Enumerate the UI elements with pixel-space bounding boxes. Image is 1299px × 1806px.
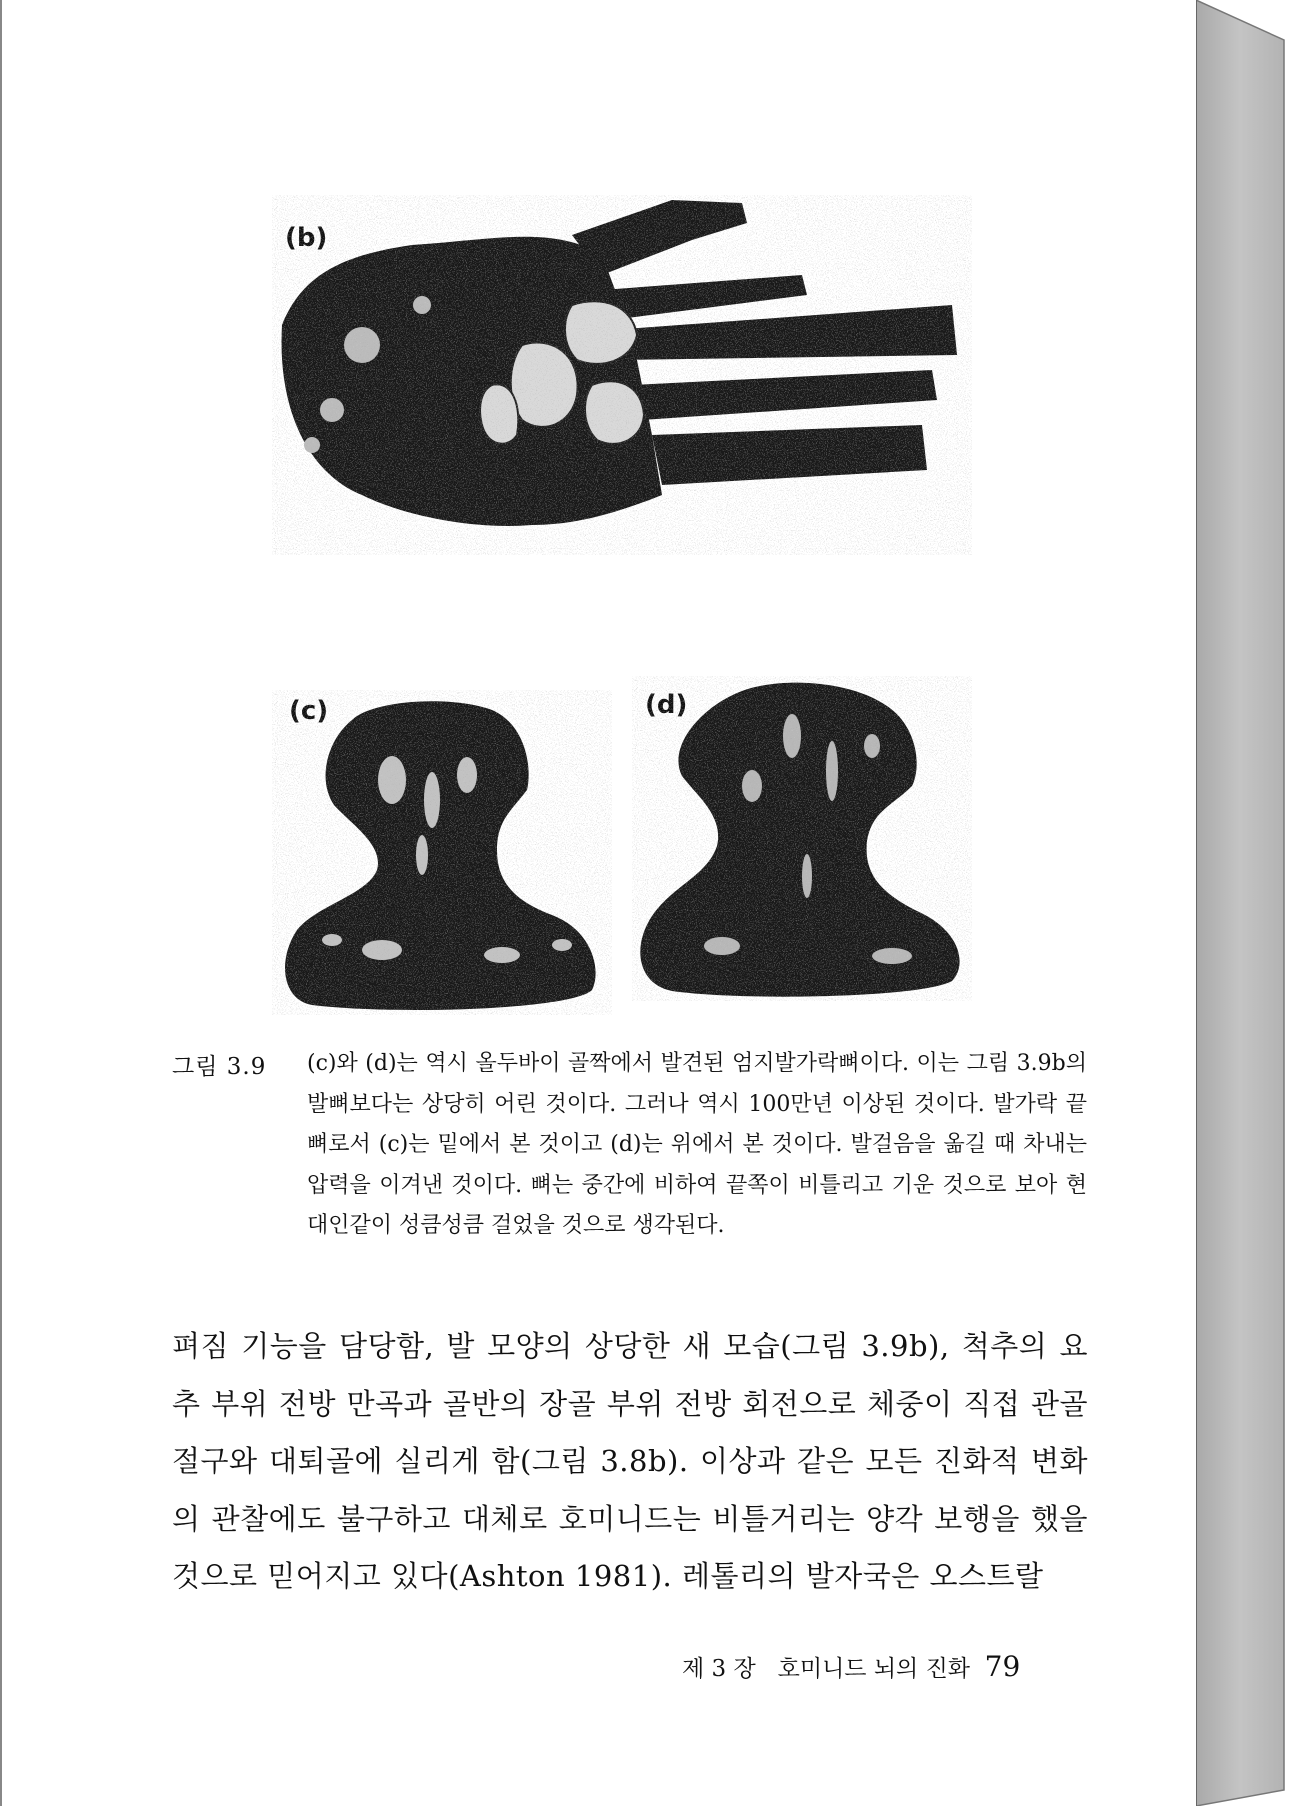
toe-bone-top-image bbox=[632, 676, 972, 1001]
book-edge-shading bbox=[1196, 0, 1299, 1806]
foot-fossil-image bbox=[272, 195, 972, 555]
page-number: 79 bbox=[984, 1650, 1021, 1683]
figure-label-b: (b) bbox=[285, 223, 328, 253]
page-footer bbox=[682, 1650, 1092, 1683]
footer-chapter-title: 호미니드 뇌의 진화 bbox=[777, 1656, 971, 1682]
figure-caption-number: 그림 3.9 bbox=[172, 1054, 267, 1080]
figure-label-d: (d) bbox=[645, 690, 688, 720]
figure-label-c: (c) bbox=[289, 696, 329, 726]
footer-chapter: 제 3 장 bbox=[682, 1656, 756, 1682]
toe-bone-underside-image bbox=[272, 690, 612, 1015]
body-paragraph: 펴짐 기능을 담당함, 발 모양의 상당한 새 모습(그림 3.9b), 척추의 요추 부위 전방 만곡과 골반의 장골 부위 전방 회전으로 체중이 직접 관골절구와 대퇴골에 실리게 함(그림 3.8b). 이상과 같은 모든 진화적 변화의 관찰에도 불구하고 대체로 호미니드는 비틀거리는 양각 보행을 했을 것으로 믿어지고 있다(Ashton 1981). 레톨리의 발자국은 오스트랄 bbox=[172, 1329, 1088, 1593]
figure-caption-text: (c)와 (d)는 역시 올두바이 골짝에서 발견된 엄지발가락뼈이다. 이는 그림 3.9b의 발뼈보다는 상당히 어린 것이다. 그러나 역시 100만년 이상된 것이다. 발가락 끝뼈로서 (c)는 밑에서 본 것이고 (d)는 위에서 본 것이다. 발걸음을 옮길 때 차내는 압력을 이겨낸 것이다. 뼈는 중간에 비하여 끝쪽이 비틀리고 기운 것으로 보아 현대인같이 성큼성큼 걸었을 것으로 생각된다. bbox=[307, 1051, 1087, 1238]
